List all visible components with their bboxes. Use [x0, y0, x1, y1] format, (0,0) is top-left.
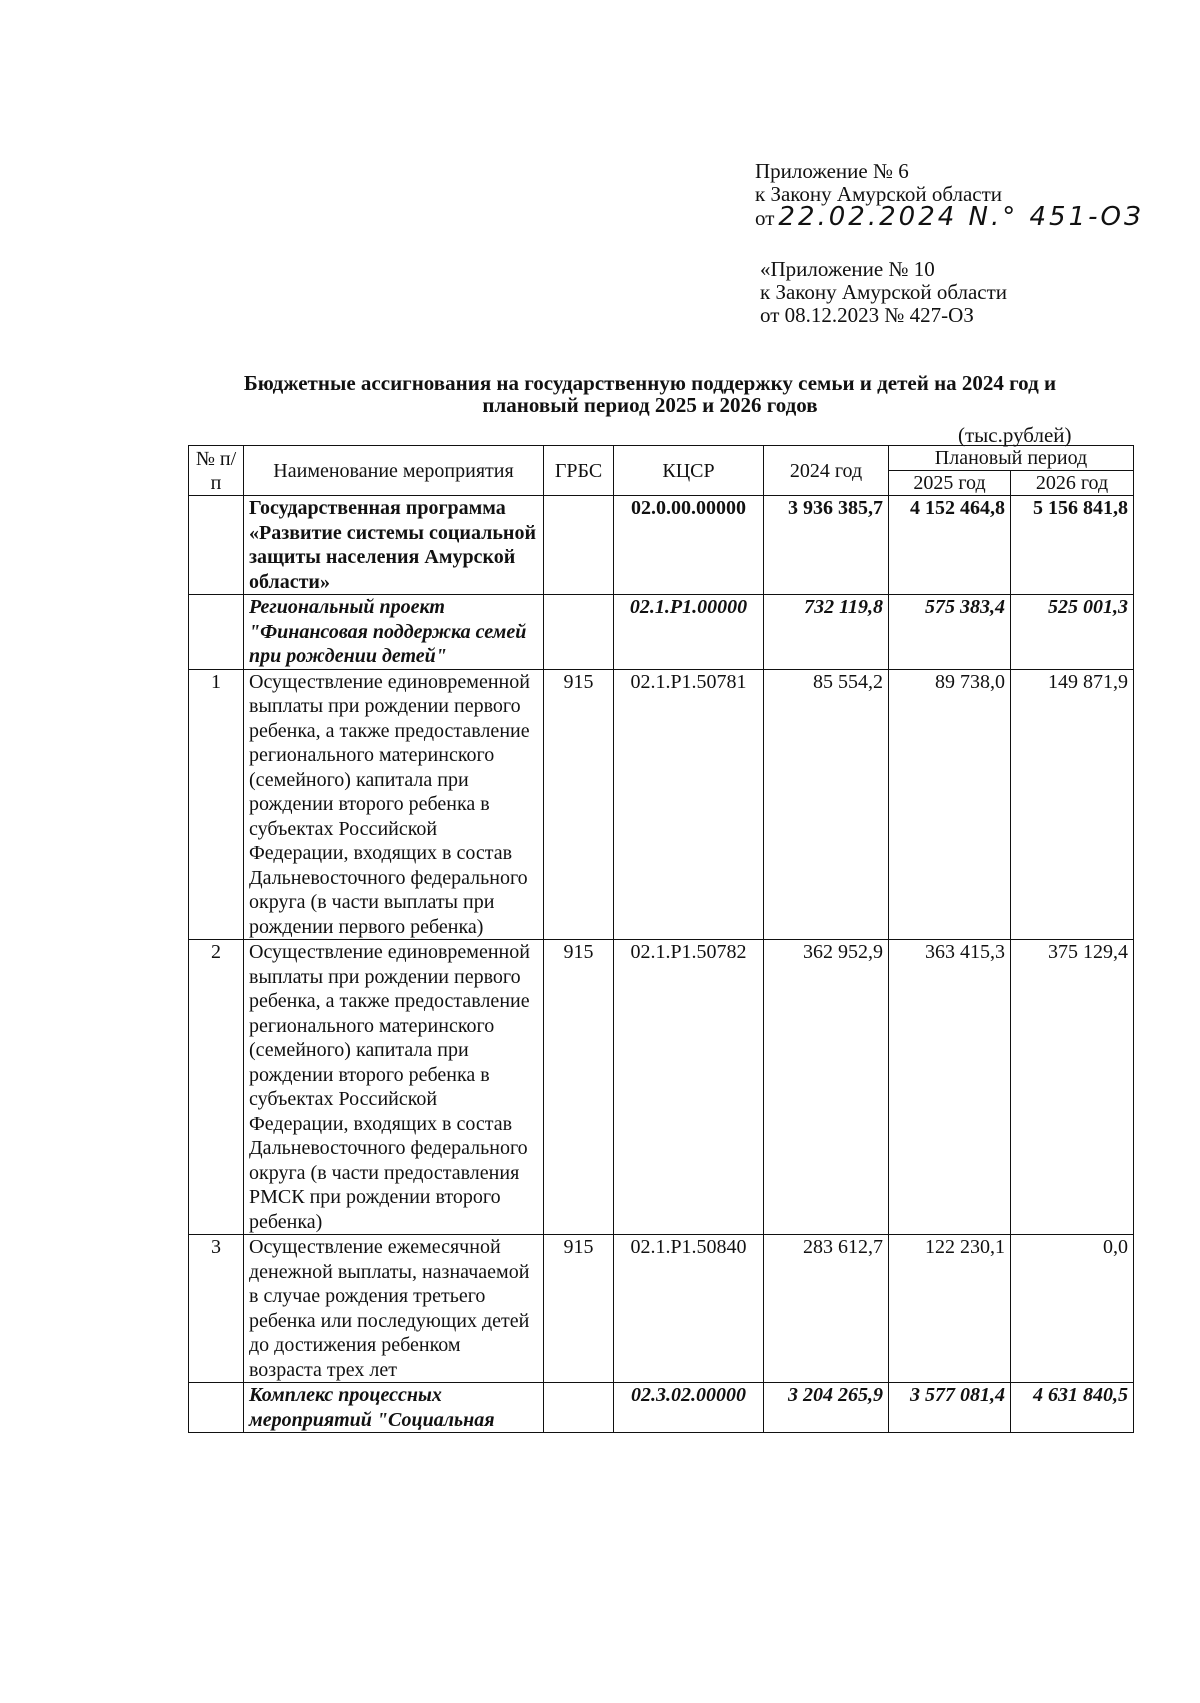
row-2024: 362 952,9 — [764, 940, 889, 1235]
header-2025: 2025 год — [889, 471, 1011, 496]
row-name: Осуществление ежемесячной денежной выплаты, назначаемой в случае рождения третьего ребенка или последующих детей до достижения ребенком возраста трех лет — [244, 1235, 544, 1383]
row-grbs — [544, 496, 614, 595]
row-kcsr: 02.0.00.00000 — [614, 496, 764, 595]
row-2026: 149 871,9 — [1011, 669, 1134, 940]
table-row — [189, 595, 1134, 670]
row-grbs: 915 — [544, 669, 614, 940]
row-2024: 85 554,2 — [764, 669, 889, 940]
header-planned-period: Плановый период — [889, 446, 1134, 471]
row-num — [189, 595, 244, 670]
row-kcsr: 02.1.P1.50782 — [614, 940, 764, 1235]
table-row — [189, 1383, 1134, 1433]
table-row — [189, 496, 1134, 595]
table-row — [189, 940, 1134, 1235]
header-kcsr: КЦСР — [614, 446, 764, 496]
units-label: (тыс.рублей) — [958, 423, 1072, 447]
handwritten-law-number: 22.02.2024 N.° 451-ОЗ — [778, 202, 1144, 232]
header-grbs: ГРБС — [544, 446, 614, 496]
table-row — [189, 669, 1134, 940]
row-2025: 363 415,3 — [889, 940, 1011, 1235]
row-2025: 3 577 081,4 — [889, 1383, 1011, 1433]
appendix-line-1: Приложение № 6 — [755, 159, 909, 183]
row-name: Осуществление единовременной выплаты при рождении первого ребенка, а также предоставление регионального материнского (семейного) капитала при рождении второго ребенка в субъектах Российской Федерации, входящих в состав Дальневосточного федерального округа (в части предоставления РМСК при рождении второго ребенка) — [244, 940, 544, 1235]
row-num: 1 — [189, 669, 244, 940]
row-name: Государственная программа «Развитие системы социальной защиты населения Амурской области» — [244, 496, 544, 595]
row-2026: 375 129,4 — [1011, 940, 1134, 1235]
appendix-line-3 — [755, 202, 1144, 232]
row-2024: 283 612,7 — [764, 1235, 889, 1383]
previous-appendix-line-1: «Приложение № 10 — [760, 257, 935, 281]
row-2025: 122 230,1 — [889, 1235, 1011, 1383]
row-name: Осуществление единовременной выплаты при рождении первого ребенка, а также предоставление регионального материнского (семейного) капитала при рождении второго ребенка в субъектах Российской Федерации, входящих в состав Дальневосточного федерального округа (в части выплаты при рождении первого ребенка) — [244, 669, 544, 940]
row-grbs: 915 — [544, 1235, 614, 1383]
appendix-date-prefix: от — [755, 206, 775, 230]
row-grbs — [544, 1383, 614, 1433]
appendix-header — [755, 160, 1144, 230]
title-line-2: плановый период 2025 и 2026 годов — [482, 393, 818, 417]
table-header-row — [189, 446, 1134, 471]
row-2025: 89 738,0 — [889, 669, 1011, 940]
row-num — [189, 1383, 244, 1433]
row-2024: 3 936 385,7 — [764, 496, 889, 595]
row-num: 2 — [189, 940, 244, 1235]
table-row — [189, 1235, 1134, 1383]
row-num — [189, 496, 244, 595]
row-2026: 0,0 — [1011, 1235, 1134, 1383]
header-2024: 2024 год — [764, 446, 889, 496]
row-kcsr: 02.1.P1.50840 — [614, 1235, 764, 1383]
title-line-1: Бюджетные ассигнования на государственную поддержку семьи и детей на 2024 год и — [243, 371, 1057, 395]
row-name: Региональный проект "Финансовая поддержка семей при рождении детей" — [244, 595, 544, 670]
previous-appendix-header — [760, 258, 1007, 327]
row-2024: 3 204 265,9 — [764, 1383, 889, 1433]
previous-appendix-line-2: к Закону Амурской области — [760, 280, 1008, 304]
row-name: Комплекс процессных мероприятий "Социальная — [244, 1383, 544, 1433]
header-num: № п/п — [189, 446, 244, 496]
document-title — [150, 372, 1150, 416]
previous-appendix-line-3: от 08.12.2023 № 427-ОЗ — [760, 303, 974, 327]
header-2026: 2026 год — [1011, 471, 1134, 496]
row-kcsr: 02.1.P1.50781 — [614, 669, 764, 940]
appendix-line-2: к Закону Амурской области — [755, 182, 1003, 206]
row-2025: 4 152 464,8 — [889, 496, 1011, 595]
row-2024: 732 119,8 — [764, 595, 889, 670]
row-2026: 525 001,3 — [1011, 595, 1134, 670]
row-kcsr: 02.3.02.00000 — [614, 1383, 764, 1433]
row-grbs: 915 — [544, 940, 614, 1235]
header-name: Наименование мероприятия — [244, 446, 544, 496]
row-kcsr: 02.1.P1.00000 — [614, 595, 764, 670]
budget-table — [188, 445, 1134, 1433]
row-2026: 5 156 841,8 — [1011, 496, 1134, 595]
row-grbs — [544, 595, 614, 670]
row-2025: 575 383,4 — [889, 595, 1011, 670]
row-2026: 4 631 840,5 — [1011, 1383, 1134, 1433]
row-num: 3 — [189, 1235, 244, 1383]
